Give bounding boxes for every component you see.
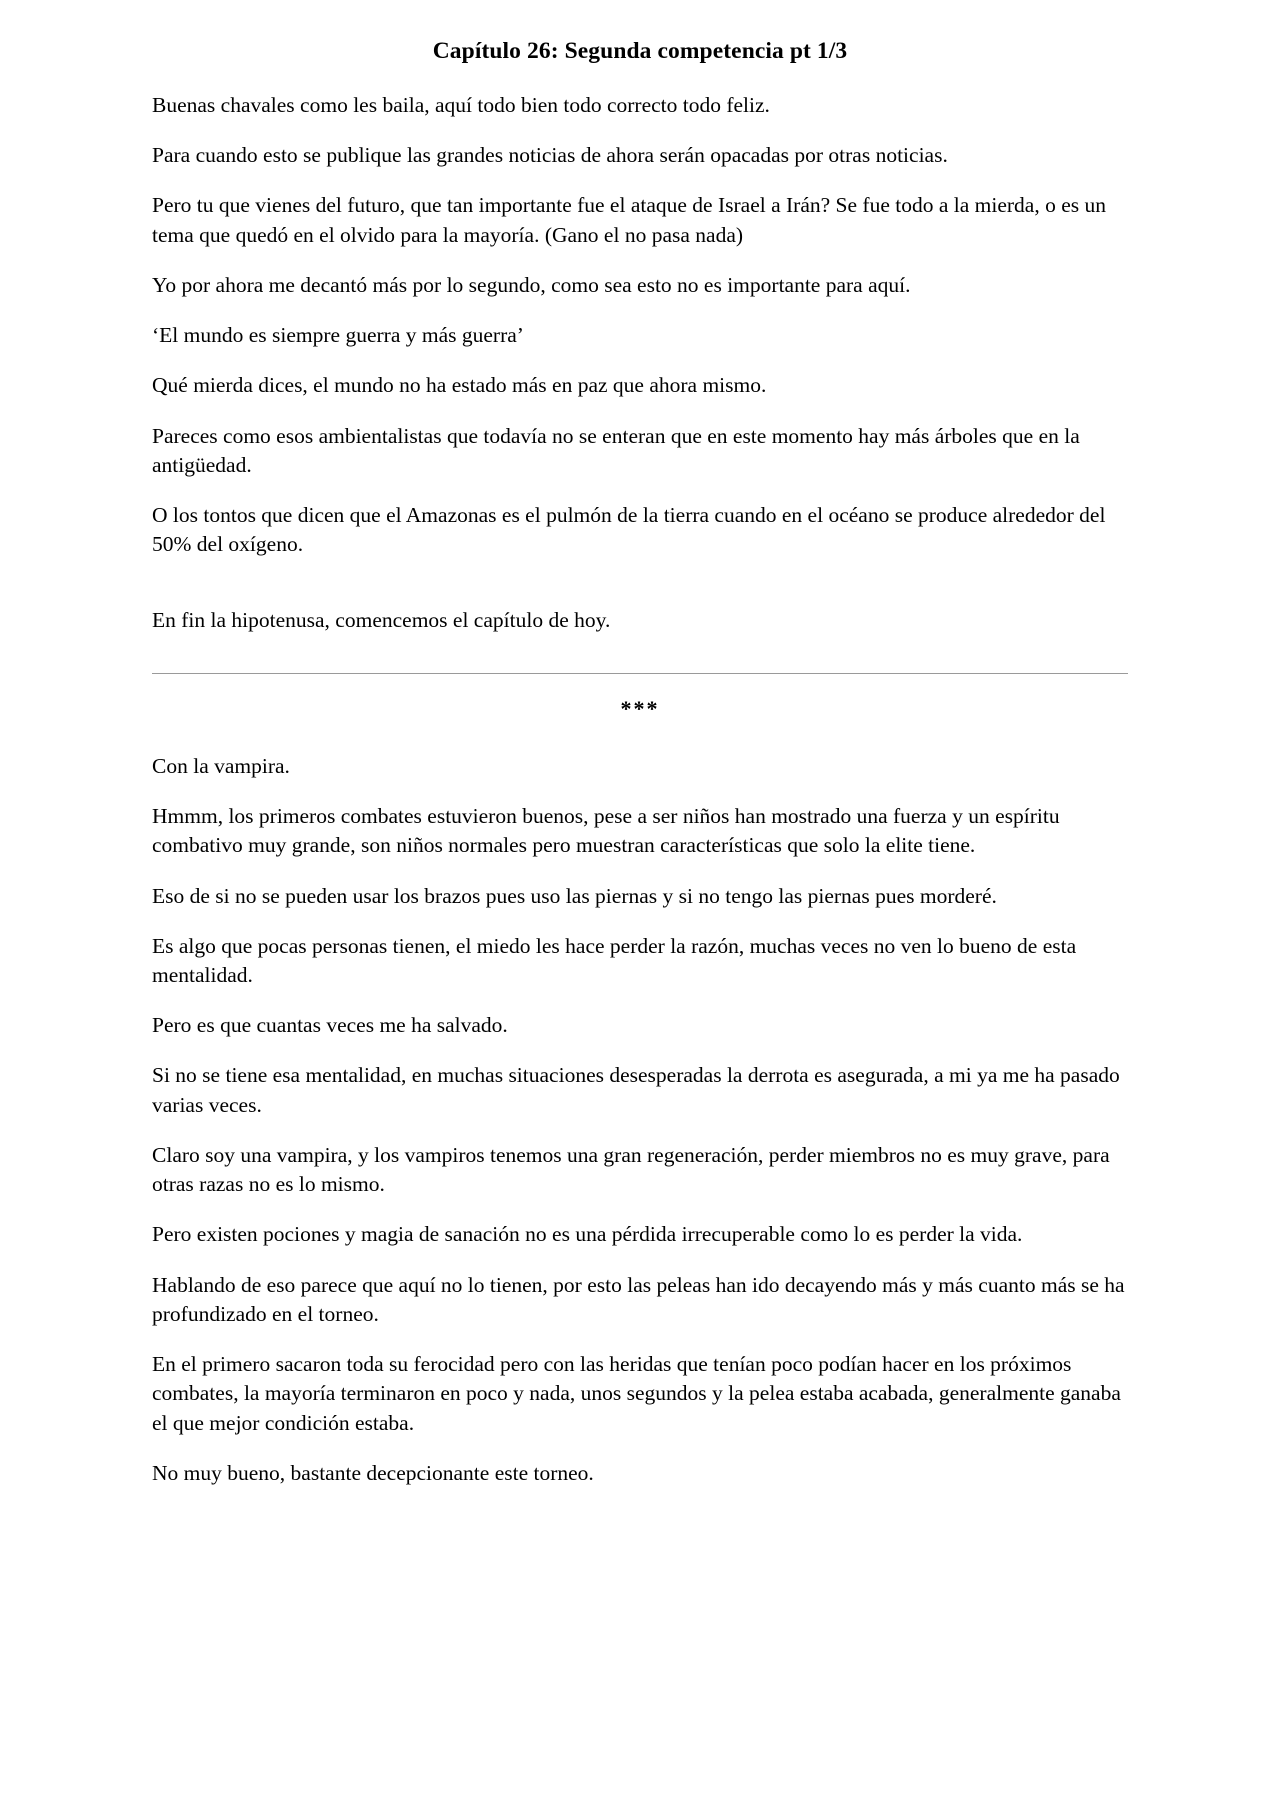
paragraph: Pero tu que vienes del futuro, que tan importante fue el ataque de Israel a Irán? Se fue todo a la mierda, o es un tema que quedó en el olvido para la mayoría. (Gano el no pasa nada): [152, 193, 1106, 247]
paragraph: Es algo que pocas personas tienen, el miedo les hace perder la razón, muchas veces no ven lo bueno de esta mentalidad.: [152, 933, 1077, 987]
paragraph: Pero es que cuantas veces me ha salvado.: [152, 1013, 508, 1038]
paragraph: O los tontos que dicen que el Amazonas es el pulmón de la tierra cuando en el océano se produce alrededor del 50% del oxígeno.: [152, 503, 1106, 557]
paragraph: En el primero sacaron toda su ferocidad pero con las heridas que tenían poco podían hacer en los próximos combates, la mayoría terminaron en poco y nada, unos segundos y la pelea estaba acabada, generalmente ganaba el que mejor condición estaba.: [152, 1352, 1121, 1435]
paragraph: Si no se tiene esa mentalidad, en muchas situaciones desesperadas la derrota es asegurada, a mi ya me ha pasado varias veces.: [152, 1063, 1120, 1117]
paragraph: No muy bueno, bastante decepcionante este torneo.: [152, 1460, 594, 1485]
closing-line: En fin la hipotenusa, comencemos el capítulo de hoy.: [152, 607, 611, 632]
paragraph: Qué mierda dices, el mundo no ha estado más en paz que ahora mismo.: [152, 373, 767, 398]
scene-break: ***: [620, 695, 660, 721]
paragraph: Pero existen pociones y magia de sanación no es una pérdida irrecuperable como lo es perder la vida.: [152, 1222, 1023, 1247]
paragraph: Eso de si no se pueden usar los brazos pues uso las piernas y si no tengo las piernas pues morderé.: [152, 883, 997, 908]
paragraph: Hablando de eso parece que aquí no lo tienen, por esto las peleas han ido decayendo más y más cuanto más se ha profundizado en el torneo.: [152, 1272, 1125, 1326]
section-divider: [152, 673, 1128, 674]
paragraph: ‘El mundo es siempre guerra y más guerra’: [152, 323, 524, 348]
paragraph: Claro soy una vampira, y los vampiros tenemos una gran regeneración, perder miembros no es muy grave, para otras razas no es lo mismo.: [152, 1142, 1110, 1197]
paragraph: Con la vampira.: [152, 753, 290, 778]
page-title: Capítulo 26: Segunda competencia pt 1/3: [432, 38, 848, 64]
paragraph: Yo por ahora me decantó más por lo segundo, como sea esto no es importante para aquí.: [152, 272, 911, 297]
paragraph: Para cuando esto se publique las grandes noticias de ahora serán opacadas por otras noticias.: [152, 143, 948, 168]
paragraph: Hmmm, los primeros combates estuvieron buenos, pese a ser niños han mostrado una fuerza y un espíritu combativo muy grande, son niños normales pero muestran características que solo la elite tiene.: [152, 804, 1060, 858]
paragraph: Buenas chavales como les baila, aquí todo bien todo correcto todo feliz.: [152, 93, 770, 117]
paragraph: Pareces como esos ambientalistas que todavía no se enteran que en este momento hay más árboles que en la antigüedad.: [152, 423, 1080, 477]
